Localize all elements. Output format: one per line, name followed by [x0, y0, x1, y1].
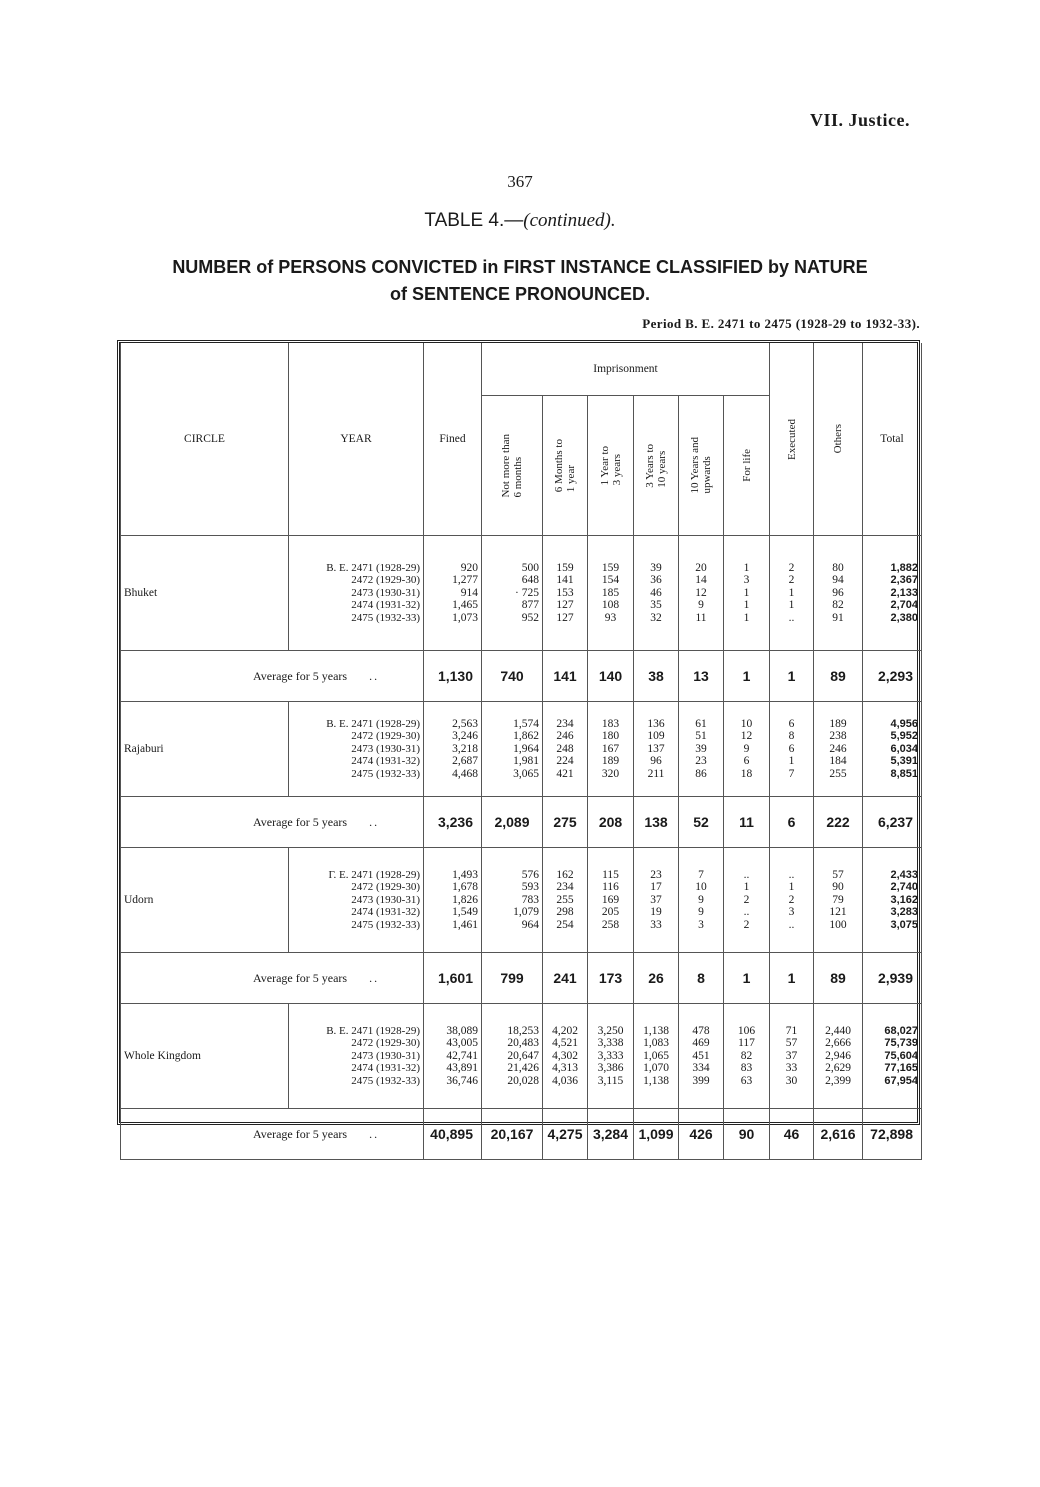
- lt6m-values: 1,574 1,862 1,964 1,981 3,065: [482, 702, 543, 797]
- total-values: 68,027 75,739 75,604 77,165 67,954: [863, 1004, 922, 1109]
- life-values: 1 3 1 1 1: [724, 536, 770, 651]
- lt6m-values: 18,253 20,483 20,647 21,426 20,028: [482, 1004, 543, 1109]
- avg-m6y1: 275: [543, 797, 588, 848]
- avg-m6y1: 141: [543, 651, 588, 702]
- column-header-imp-3y10y: 3 Years to 10 years: [634, 396, 679, 536]
- average-row-whole-kingdom: [121, 1109, 922, 1160]
- lt6m-values: 576 593 783 1,079 964: [482, 848, 543, 953]
- header-row-top: [121, 343, 922, 396]
- executed-values: .. 1 2 3 ..: [770, 848, 814, 953]
- m6y1-values: 162 234 255 298 254: [543, 848, 588, 953]
- avg-fined: 1,601: [424, 953, 482, 1004]
- avg-y3y10: 1,099: [634, 1109, 679, 1160]
- avg-executed: 46: [770, 1109, 814, 1160]
- y3y10-values: 1,138 1,083 1,065 1,070 1,138: [634, 1004, 679, 1109]
- y3y10-values: 23 17 37 19 33: [634, 848, 679, 953]
- others-values: 57 90 79 121 100: [814, 848, 863, 953]
- y10-values: 7 10 9 9 3: [679, 848, 724, 953]
- others-values: 80 94 96 82 91: [814, 536, 863, 651]
- column-header-imp-lt6m: Not more than 6 months: [482, 396, 543, 536]
- avg-others: 89: [814, 953, 863, 1004]
- column-header-others: Others: [814, 343, 863, 536]
- title-line-2: of SENTENCE PRONOUNCED.: [389, 284, 650, 304]
- average-row-rajaburi: [121, 797, 922, 848]
- avg-life: 11: [724, 797, 770, 848]
- y1y3-values: 3,250 3,338 3,333 3,386 3,115: [588, 1004, 634, 1109]
- m6y1-values: 4,202 4,521 4,302 4,313 4,036: [543, 1004, 588, 1109]
- column-header-year: YEAR: [289, 343, 424, 536]
- avg-y1y3: 173: [588, 953, 634, 1004]
- average-label: Average for 5 years ..: [121, 651, 424, 702]
- average-row-udorn: [121, 953, 922, 1004]
- circle-row-bhuket: [121, 536, 922, 651]
- avg-executed: 1: [770, 953, 814, 1004]
- circle-row-rajaburi: [121, 702, 922, 797]
- avg-y10: 52: [679, 797, 724, 848]
- column-header-imprisonment: Imprisonment: [482, 343, 770, 396]
- column-header-imp-1y3y: 1 Year to 3 years: [588, 396, 634, 536]
- y3y10-values: 136 109 137 96 211: [634, 702, 679, 797]
- avg-others: 2,616: [814, 1109, 863, 1160]
- avg-life: 1: [724, 651, 770, 702]
- executed-values: 6 8 6 1 7: [770, 702, 814, 797]
- life-values: 10 12 9 6 18: [724, 702, 770, 797]
- title-line-1: NUMBER of PERSONS CONVICTED in FIRST INSTANCE CLASSIFIED by NATURE: [172, 257, 868, 277]
- y3y10-values: 39 36 46 35 32: [634, 536, 679, 651]
- lt6m-values: 500 648 · 725 877 952: [482, 536, 543, 651]
- avg-total: 2,293: [863, 651, 922, 702]
- y1y3-values: 159 154 185 108 93: [588, 536, 634, 651]
- avg-executed: 6: [770, 797, 814, 848]
- section-heading: VII. Justice.: [810, 110, 910, 130]
- executed-values: 71 57 37 33 30: [770, 1004, 814, 1109]
- y1y3-values: 183 180 167 189 320: [588, 702, 634, 797]
- average-row-bhuket: [121, 651, 922, 702]
- y1y3-values: 115 116 169 205 258: [588, 848, 634, 953]
- avg-lt6m: 2,089: [482, 797, 543, 848]
- avg-y3y10: 26: [634, 953, 679, 1004]
- others-values: 189 238 246 184 255: [814, 702, 863, 797]
- table-title: [110, 254, 930, 308]
- column-header-total: Total: [863, 343, 922, 536]
- circle-name: Bhuket: [121, 536, 289, 651]
- avg-m6y1: 241: [543, 953, 588, 1004]
- table-number: [300, 210, 740, 232]
- convictions-table: [117, 340, 920, 1142]
- avg-m6y1: 4,275: [543, 1109, 588, 1160]
- avg-y10: 13: [679, 651, 724, 702]
- period-subtitle: Period B. E. 2471 to 2475 (1928-29 to 1932-33).: [642, 316, 920, 331]
- m6y1-values: 159 141 153 127 127: [543, 536, 588, 651]
- circle-row-whole-kingdom: [121, 1004, 922, 1109]
- avg-y10: 8: [679, 953, 724, 1004]
- avg-fined: 40,895: [424, 1109, 482, 1160]
- year-list: Γ. E. 2471 (1928-29) 2472 (1929-30) 2473 (1930-31) 2474 (1931-32) 2475 (1932-33): [289, 848, 424, 953]
- fined-values: 920 1,277 914 1,465 1,073: [424, 536, 482, 651]
- avg-fined: 3,236: [424, 797, 482, 848]
- executed-values: 2 2 1 1 ..: [770, 536, 814, 651]
- page-number: 367: [507, 172, 533, 191]
- y10-values: 478 469 451 334 399: [679, 1004, 724, 1109]
- average-label: Average for 5 years ..: [121, 797, 424, 848]
- average-label: Average for 5 years ..: [121, 1109, 424, 1160]
- avg-life: 1: [724, 953, 770, 1004]
- avg-lt6m: 20,167: [482, 1109, 543, 1160]
- circle-name: Whole Kingdom: [121, 1004, 289, 1109]
- fined-values: 38,089 43,005 42,741 43,891 36,746: [424, 1004, 482, 1109]
- column-header-circle: CIRCLE: [121, 343, 289, 536]
- y10-values: 61 51 39 23 86: [679, 702, 724, 797]
- column-header-imp-6m1y: 6 Months to 1 year: [543, 396, 588, 536]
- circle-name: Udorn: [121, 848, 289, 953]
- year-list: B. E. 2471 (1928-29) 2472 (1929-30) 2473 (1930-31) 2474 (1931-32) 2475 (1932-33): [289, 1004, 424, 1109]
- avg-others: 222: [814, 797, 863, 848]
- avg-life: 90: [724, 1109, 770, 1160]
- column-header-fined: Fined: [424, 343, 482, 536]
- avg-total: 2,939: [863, 953, 922, 1004]
- avg-others: 89: [814, 651, 863, 702]
- avg-lt6m: 799: [482, 953, 543, 1004]
- column-header-for-life: For life: [724, 396, 770, 536]
- m6y1-values: 234 246 248 224 421: [543, 702, 588, 797]
- fined-values: 1,493 1,678 1,826 1,549 1,461: [424, 848, 482, 953]
- life-values: .. 1 2 .. 2: [724, 848, 770, 953]
- avg-y1y3: 3,284: [588, 1109, 634, 1160]
- total-values: 2,433 2,740 3,162 3,283 3,075: [863, 848, 922, 953]
- fined-values: 2,563 3,246 3,218 2,687 4,468: [424, 702, 482, 797]
- column-header-imp-10y: 10 Years and upwards: [679, 396, 724, 536]
- avg-y10: 426: [679, 1109, 724, 1160]
- column-header-executed: Executed: [770, 343, 814, 536]
- avg-y1y3: 208: [588, 797, 634, 848]
- y10-values: 20 14 12 9 11: [679, 536, 724, 651]
- others-values: 2,440 2,666 2,946 2,629 2,399: [814, 1004, 863, 1109]
- circle-name: Rajaburi: [121, 702, 289, 797]
- year-list: B. E. 2471 (1928-29) 2472 (1929-30) 2473 (1930-31) 2474 (1931-32) 2475 (1932-33): [289, 536, 424, 651]
- avg-fined: 1,130: [424, 651, 482, 702]
- life-values: 106 117 82 83 63: [724, 1004, 770, 1109]
- avg-total: 72,898: [863, 1109, 922, 1160]
- avg-y3y10: 38: [634, 651, 679, 702]
- table-label: TABLE 4.—: [424, 210, 524, 231]
- table-continued: (continued).: [523, 210, 616, 231]
- total-values: 1,882 2,367 2,133 2,704 2,380: [863, 536, 922, 651]
- avg-y3y10: 138: [634, 797, 679, 848]
- avg-y1y3: 140: [588, 651, 634, 702]
- circle-row-udorn: [121, 848, 922, 953]
- avg-total: 6,237: [863, 797, 922, 848]
- total-values: 4,956 5,952 6,034 5,391 8,851: [863, 702, 922, 797]
- average-label: Average for 5 years ..: [121, 953, 424, 1004]
- avg-executed: 1: [770, 651, 814, 702]
- year-list: B. E. 2471 (1928-29) 2472 (1929-30) 2473 (1930-31) 2474 (1931-32) 2475 (1932-33): [289, 702, 424, 797]
- avg-lt6m: 740: [482, 651, 543, 702]
